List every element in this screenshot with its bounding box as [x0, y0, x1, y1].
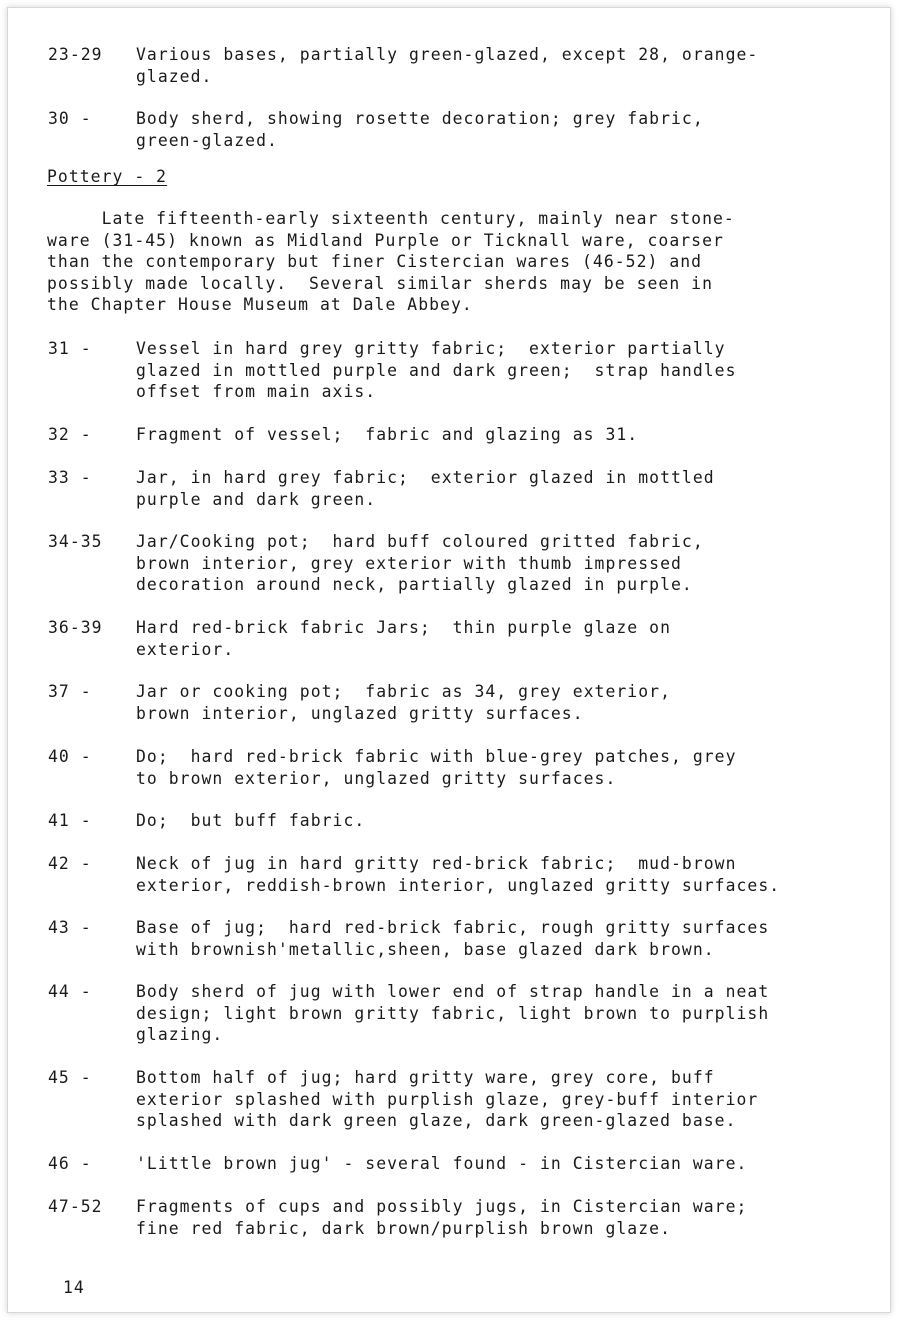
entry-description	[136, 1196, 747, 1239]
entry-number: 46 -	[48, 1154, 92, 1173]
entry-line: exterior.	[136, 639, 235, 659]
entry-line: brown interior, grey exterior with thumb impressed	[136, 553, 682, 573]
entry-description	[136, 108, 704, 151]
entry-line: decoration around neck, partially glazed in purple.	[136, 575, 693, 595]
entry-line: glazed.	[136, 66, 213, 86]
entry-description	[136, 746, 737, 789]
entry-line: Vessel in hard grey gritty fabric; exterior partially	[136, 339, 726, 358]
entry-line: Hard red-brick fabric Jars; thin purple glaze on	[136, 618, 671, 637]
document-page	[7, 7, 891, 1313]
entry-line: green-glazed.	[136, 130, 278, 150]
entry-number: 42 -	[48, 854, 92, 873]
entry-line: Jar or cooking pot; fabric as 34, grey exterior,	[136, 682, 671, 701]
entry-line: 'Little brown jug' - several found - in Cistercian ware.	[136, 1154, 748, 1173]
entry-line: glazing.	[136, 1025, 224, 1045]
page-number: 14	[63, 1278, 85, 1297]
entry-line: Body sherd of jug with lower end of strap handle in a neat	[136, 982, 770, 1001]
entry-line: Jar/Cooking pot; hard buff coloured gritted fabric,	[136, 532, 704, 551]
entry-number: 44 -	[48, 982, 92, 1001]
entry-description	[136, 1067, 758, 1132]
entry-number: 40 -	[48, 747, 92, 766]
entry-line: glazed in mottled purple and dark green; strap handles	[136, 360, 737, 380]
entry-description	[136, 44, 758, 87]
entry-number: 41 -	[48, 811, 92, 830]
entry-description	[136, 617, 671, 660]
entry-line: fine red fabric, dark brown/purplish brown glaze.	[136, 1218, 671, 1238]
entry-line: with brownish'metallic,sheen, base glazed dark brown.	[136, 939, 715, 959]
entry-line: Neck of jug in hard gritty red-brick fabric; mud-brown	[136, 854, 737, 873]
entry-line: Base of jug; hard red-brick fabric, rough gritty surfaces	[136, 918, 770, 937]
entry-line: Do; but buff fabric.	[136, 811, 366, 830]
entry-number: 31 -	[48, 339, 92, 358]
entry-line: Fragment of vessel; fabric and glazing as 31.	[136, 425, 639, 444]
entry-description	[136, 424, 638, 446]
intro-paragraph	[47, 208, 735, 316]
entry-number: 43 -	[48, 918, 92, 937]
entry-description	[136, 1153, 747, 1175]
entry-line: Do; hard red-brick fabric with blue-grey patches, grey	[136, 747, 737, 766]
paragraph-line: Late fifteenth-early sixteenth century, mainly near stone-	[47, 209, 735, 228]
entry-line: splashed with dark green glaze, dark green-glazed base.	[136, 1111, 737, 1131]
entry-description	[136, 467, 715, 510]
paragraph-line: the Chapter House Museum at Dale Abbey.	[47, 295, 473, 315]
entry-line: design; light brown gritty fabric, light brown to purplish	[136, 1003, 770, 1023]
entry-line: Bottom half of jug; hard gritty ware, grey core, buff	[136, 1068, 715, 1087]
entry-description	[136, 917, 769, 960]
paragraph-line: possibly made locally. Several similar sherds may be seen in	[47, 273, 713, 293]
paragraph-line: ware (31-45) known as Midland Purple or Ticknall ware, coarser	[47, 230, 724, 250]
entry-number: 45 -	[48, 1068, 92, 1087]
entry-description	[136, 981, 769, 1046]
entry-number: 32 -	[48, 425, 92, 444]
entry-number: 23-29	[48, 45, 103, 64]
entry-line: Fragments of cups and possibly jugs, in Cistercian ware;	[136, 1197, 748, 1216]
entry-line: offset from main axis.	[136, 382, 377, 402]
entry-number: 37 -	[48, 682, 92, 701]
entry-description	[136, 531, 704, 596]
entry-number: 47-52	[48, 1197, 103, 1216]
entry-line: Various bases, partially green-glazed, except 28, orange-	[136, 45, 759, 64]
entry-line: to brown exterior, unglazed gritty surfaces.	[136, 768, 617, 788]
entry-line: Body sherd, showing rosette decoration; grey fabric,	[136, 109, 704, 128]
entry-line: exterior splashed with purplish glaze, grey-buff interior	[136, 1089, 759, 1109]
entry-line: exterior, reddish-brown interior, unglazed gritty surfaces.	[136, 875, 781, 895]
entry-description	[136, 338, 737, 403]
paragraph-line: than the contemporary but finer Cistercian wares (46-52) and	[47, 252, 703, 272]
entry-number: 30 -	[48, 109, 92, 128]
entry-description	[136, 810, 365, 832]
entry-description	[136, 681, 671, 724]
entry-line: brown interior, unglazed gritty surfaces.	[136, 703, 584, 723]
entry-line: Jar, in hard grey fabric; exterior glazed in mottled	[136, 468, 715, 487]
entry-line: purple and dark green.	[136, 489, 377, 509]
section-heading: Pottery - 2	[47, 167, 168, 186]
entry-description	[136, 853, 780, 896]
entry-number: 34-35	[48, 532, 103, 551]
entry-number: 33 -	[48, 468, 92, 487]
entry-number: 36-39	[48, 618, 103, 637]
